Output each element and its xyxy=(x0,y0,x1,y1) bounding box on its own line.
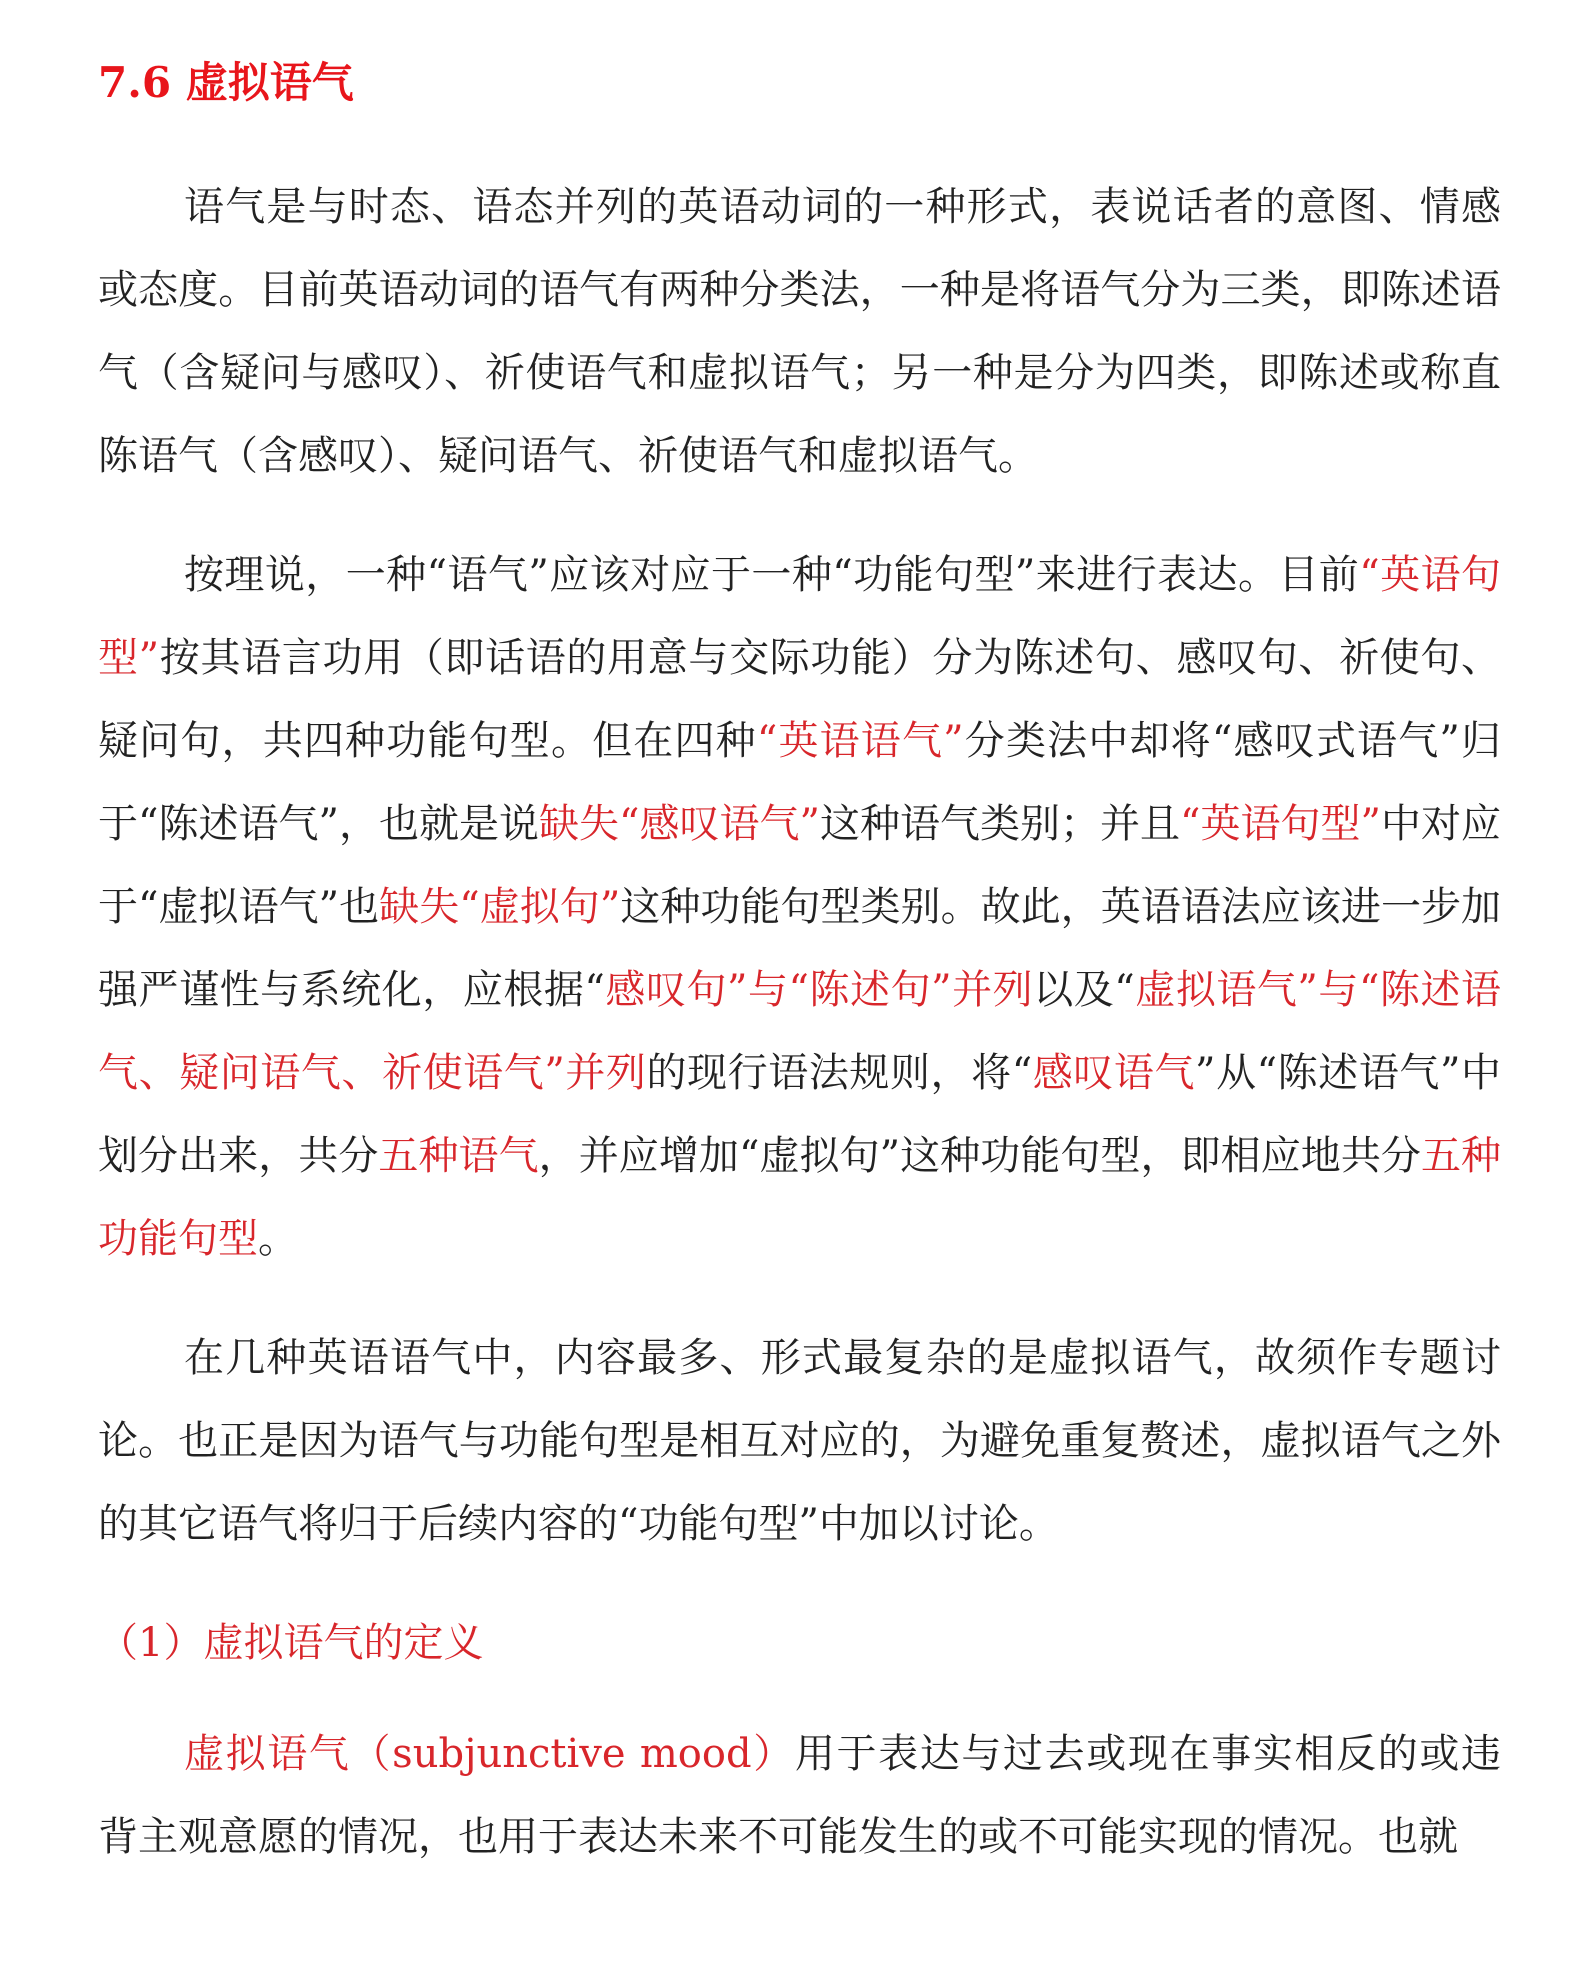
paragraph-text: 语气是与时态、语态并列的英语动词的一种形式，表说话者的意图、情感或态度。目前英语动词的语气有两种分类法，一种是将语气分为三类，即陈述语气（含疑问与感叹）、祈使语气和虚拟语气；另一种是分为四类，即陈述或称直陈语气（含感叹）、疑问语气、祈使语气和虚拟语气。 xyxy=(98,184,1501,479)
paragraph-text: 这种功能句型类别。故此，英语语法应该进一步加强严谨性与系统化，应根据“ xyxy=(98,884,1502,1013)
paragraph-text: 这种语气类别；并且 xyxy=(819,801,1181,847)
paragraph-text: ”从“陈述语气”中划分出来，共分 xyxy=(98,1050,1502,1179)
paragraph-text: 按理说，一种“语气”应该对应于一种“功能句型”来进行表达。目前 xyxy=(184,552,1360,598)
section-title: 7.6 虚拟语气 xyxy=(98,58,354,107)
paragraph-text: 以及“ xyxy=(1033,967,1135,1013)
highlighted-text: 缺失“虚拟句” xyxy=(379,884,621,930)
paragraph-text: ，并应增加“虚拟句”这种功能句型，即相应地共分 xyxy=(538,1133,1421,1179)
paragraph-text: 。 xyxy=(258,1216,298,1262)
paragraph-text: 的现行语法规则，将“ xyxy=(646,1050,1033,1096)
paragraph-text: 在几种英语语气中，内容最多、形式最复杂的是虚拟语气，故须作专题讨论。也正是因为语气与功能句型是相互对应的，为避免重复赘述，虚拟语气之外的其它语气将归于后续内容的“功能句型”中加以讨论。 xyxy=(98,1335,1501,1547)
paragraph-text: 按其语言功用（即话语的用意与交际功能）分为陈述句、感叹句、祈使句、疑问句，共四种功能句型。但在四种 xyxy=(98,635,1502,764)
paragraph-text: 中对应于“虚拟语气”也 xyxy=(98,801,1501,930)
body-paragraph xyxy=(98,166,1501,498)
highlighted-text: “英语语气” xyxy=(756,718,964,764)
definition-paragraph xyxy=(98,1713,1501,1879)
highlighted-text: 虚拟语气”与“陈述语气、疑问语气、祈使语气”并列 xyxy=(98,967,1502,1096)
subheading-definition: （1）虚拟语气的定义 xyxy=(98,1620,484,1666)
highlighted-text: 五种功能句型 xyxy=(98,1133,1502,1262)
highlighted-text: 感叹句”与“陈述句”并列 xyxy=(604,967,1034,1013)
highlighted-text: “英语句型” xyxy=(1180,801,1381,847)
paragraph-text: 用于表达与过去或现在事实相反的或违背主观意愿的情况，也用于表达未来不可能发生的或不可能实现的情况。也就 xyxy=(98,1731,1502,1860)
highlighted-text: 虚拟语气（subjunctive mood） xyxy=(184,1731,795,1777)
body-paragraphs xyxy=(98,166,1501,1566)
highlighted-text: 五种语气 xyxy=(378,1133,539,1179)
body-paragraph xyxy=(98,1317,1501,1566)
highlighted-text: 缺失“感叹语气” xyxy=(539,801,820,847)
highlighted-text: 感叹语气 xyxy=(1032,1050,1196,1096)
paragraph-text: 分类法中却将“感叹式语气”归于“陈述语气”，也就是说 xyxy=(98,718,1501,847)
body-paragraph xyxy=(98,534,1501,1281)
highlighted-text: “英语句型” xyxy=(98,552,1502,681)
